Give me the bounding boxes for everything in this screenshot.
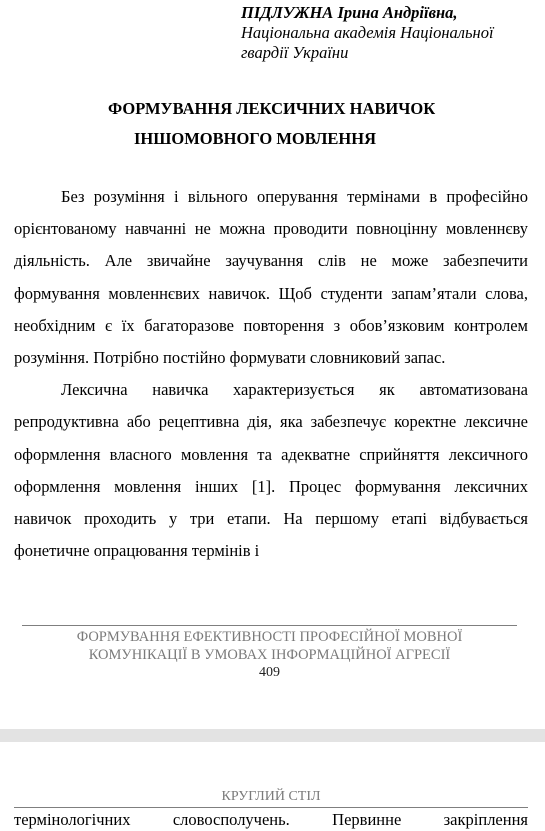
page-gap [0, 729, 545, 742]
body-paragraph-2: Лексична навичка характеризується як автоматизована репродуктивна або рецептивна дія, яка забезпечує коректне лексичне оформлення власного мовлення та адекватне сприйняття лексичного оформлення мовлення інших [1]. Процес формування лексичних навичок проходить у три етапи. На першому етапі відбувається фонетичне опрацювання термінів і [14, 380, 528, 561]
page-number: 409 [259, 665, 280, 680]
article-title-line1: ФОРМУВАННЯ ЛЕКСИЧНИХ НАВИЧОК [108, 99, 436, 118]
footer-title-line1: ФОРМУВАННЯ ЕФЕКТИВНОСТІ ПРОФЕСІЙНОЇ МОВНОЇ [76, 629, 463, 645]
article-body [14, 181, 528, 567]
next-document-page [0, 742, 545, 831]
next-page-first-line: термінологічних словосполучень. Первинне закріплення [14, 810, 528, 829]
body-paragraph-1: Без розуміння і вільного оперування термінами в професійно орієнтованому навчанні не можна проводити повноцінну мовленнєву діяльність. Але звичайне заучування слів не може забезпечити формування мовленнєвих навичок. Щоб студенти запам’ятали слова, необхідним є їх багаторазове повторення з обов’язковим контролем розуміння. Потрібно постійно формувати словниковий запас. [14, 187, 528, 368]
next-page-body [14, 808, 528, 831]
author-affiliation-line2: гвардії України [241, 43, 349, 62]
author-block [241, 3, 541, 63]
author-affiliation-line1: Національна академія Національної [241, 23, 494, 42]
footer-running-title [22, 628, 517, 664]
footer-title-line2: КОМУНІКАЦІЇ В УМОВАХ ІНФОРМАЦІЙНОЇ АГРЕСІЇ [88, 647, 451, 663]
footer-divider [22, 625, 517, 626]
article-title-line2: ІНШОМОВНОГО МОВЛЕННЯ [134, 129, 377, 148]
author-name: ПІДЛУЖНА Ірина Андріївна, [241, 3, 458, 22]
next-page-running-header: КРУГЛИЙ СТІЛ [221, 789, 321, 804]
